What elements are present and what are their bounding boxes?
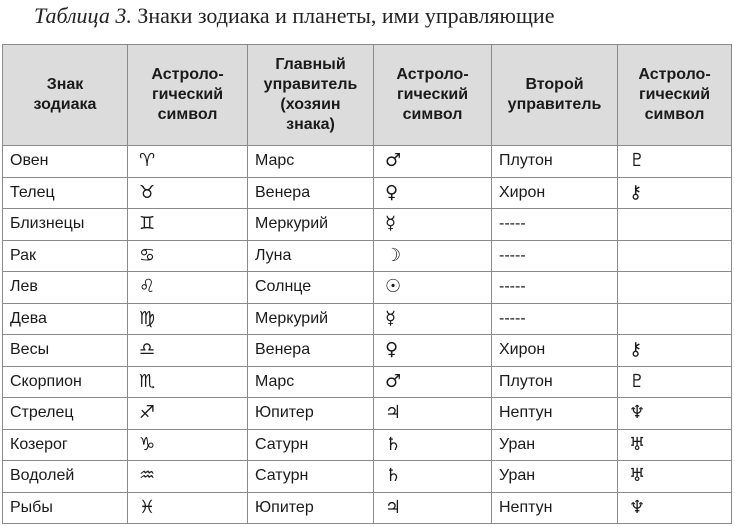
sign-name-cell: Водолей (3, 461, 128, 493)
second-ruler-symbol-cell (618, 272, 732, 304)
header-ruler-symbol-line: символ (402, 106, 463, 123)
header-second-ruler-line: Второй (525, 76, 584, 93)
second-ruler-cell: Плутон (492, 146, 618, 178)
ruler-symbol-cell: ♃ (374, 398, 492, 430)
ruler-cell: Солнце (248, 272, 374, 304)
ruler-cell: Марс (248, 146, 374, 178)
ruler-symbol-cell: ♂ (374, 366, 492, 398)
ruler-cell: Сатурн (248, 429, 374, 461)
header-second-ruler-symbol-line: символ (644, 106, 705, 123)
sign-symbol-cell: ♑︎ (128, 429, 248, 461)
table-row (3, 335, 732, 367)
header-sign-symbol-line: гический (151, 86, 224, 103)
ruler-symbol-cell: ♀ (374, 335, 492, 367)
table-caption-text: Знаки зодиака и планеты, ими управляющие (131, 3, 555, 28)
second-ruler-cell: Нептун (492, 492, 618, 524)
header-second-ruler (492, 45, 618, 146)
sign-symbol-cell: ♎︎ (128, 335, 248, 367)
ruler-symbol-cell: ☿ (374, 303, 492, 335)
table-row (3, 177, 732, 209)
header-second-ruler-symbol-line: гический (638, 86, 711, 103)
second-ruler-symbol-cell: ♅ (618, 461, 732, 493)
table-row (3, 461, 732, 493)
second-ruler-symbol-cell: ⚷ (618, 177, 732, 209)
ruler-symbol-cell: ♂ (374, 146, 492, 178)
second-ruler-symbol-cell: ♆ (618, 492, 732, 524)
table-body (3, 146, 732, 524)
header-sign-symbol-line: символ (157, 106, 218, 123)
second-ruler-cell: Нептун (492, 398, 618, 430)
header-sign-line: зодиака (33, 96, 97, 113)
table-row (3, 240, 732, 272)
ruler-symbol-cell: ♃ (374, 492, 492, 524)
sign-name-cell: Близнецы (3, 209, 128, 241)
ruler-cell: Венера (248, 335, 374, 367)
table-row (3, 272, 732, 304)
header-ruler (248, 45, 374, 146)
second-ruler-symbol-cell: ♇ (618, 366, 732, 398)
ruler-symbol-cell: ☉ (374, 272, 492, 304)
sign-symbol-cell: ♍︎ (128, 303, 248, 335)
sign-name-cell: Скорпион (3, 366, 128, 398)
second-ruler-cell: Уран (492, 461, 618, 493)
sign-name-cell: Телец (3, 177, 128, 209)
sign-name-cell: Стрелец (3, 398, 128, 430)
second-ruler-symbol-cell (618, 209, 732, 241)
sign-symbol-cell: ♈︎ (128, 146, 248, 178)
second-ruler-symbol-cell: ♆ (618, 398, 732, 430)
header-ruler-line: знака) (286, 116, 335, 133)
table-row (3, 146, 732, 178)
sign-name-cell: Лев (3, 272, 128, 304)
second-ruler-cell: ----- (492, 209, 618, 241)
table-row (3, 366, 732, 398)
header-second-ruler-symbol-line: Астроло- (638, 66, 711, 83)
sign-symbol-cell: ♌︎ (128, 272, 248, 304)
header-second-ruler-line: управитель (507, 96, 602, 113)
second-ruler-symbol-cell (618, 240, 732, 272)
header-ruler-line: Главный (275, 56, 346, 73)
second-ruler-symbol-cell: ⚷ (618, 335, 732, 367)
sign-symbol-cell: ♐︎ (128, 398, 248, 430)
header-ruler-line: (хозяин (280, 96, 341, 113)
header-ruler-symbol (374, 45, 492, 146)
second-ruler-cell: Хирон (492, 335, 618, 367)
sign-symbol-cell: ♊︎ (128, 209, 248, 241)
sign-name-cell: Весы (3, 335, 128, 367)
table-caption (34, 2, 724, 32)
ruler-cell: Меркурий (248, 209, 374, 241)
second-ruler-cell: ----- (492, 303, 618, 335)
header-ruler-symbol-line: гический (396, 86, 469, 103)
header-sign-symbol (128, 45, 248, 146)
table-row (3, 398, 732, 430)
second-ruler-cell: ----- (492, 272, 618, 304)
sign-symbol-cell: ♒︎ (128, 461, 248, 493)
table-row (3, 429, 732, 461)
sign-name-cell: Овен (3, 146, 128, 178)
header-ruler-line: управитель (263, 76, 358, 93)
table-row (3, 492, 732, 524)
ruler-cell: Венера (248, 177, 374, 209)
ruler-symbol-cell: ♄ (374, 461, 492, 493)
second-ruler-symbol-cell (618, 303, 732, 335)
ruler-cell: Меркурий (248, 303, 374, 335)
second-ruler-symbol-cell: ♇ (618, 146, 732, 178)
sign-name-cell: Рак (3, 240, 128, 272)
ruler-cell: Луна (248, 240, 374, 272)
table-header-row (3, 45, 732, 146)
ruler-symbol-cell: ♀ (374, 177, 492, 209)
ruler-cell: Юпитер (248, 398, 374, 430)
sign-name-cell: Дева (3, 303, 128, 335)
table-row (3, 303, 732, 335)
header-second-ruler-symbol (618, 45, 732, 146)
sign-symbol-cell: ♉︎ (128, 177, 248, 209)
second-ruler-cell: Хирон (492, 177, 618, 209)
ruler-cell: Марс (248, 366, 374, 398)
sign-symbol-cell: ♋︎ (128, 240, 248, 272)
ruler-cell: Юпитер (248, 492, 374, 524)
sign-symbol-cell: ♏︎ (128, 366, 248, 398)
second-ruler-symbol-cell: ♅ (618, 429, 732, 461)
second-ruler-cell: Плутон (492, 366, 618, 398)
ruler-symbol-cell: ♄ (374, 429, 492, 461)
ruler-symbol-cell: ☽ (374, 240, 492, 272)
sign-name-cell: Рыбы (3, 492, 128, 524)
ruler-cell: Сатурн (248, 461, 374, 493)
second-ruler-cell: Уран (492, 429, 618, 461)
ruler-symbol-cell: ☿ (374, 209, 492, 241)
zodiac-table (2, 44, 732, 524)
header-ruler-symbol-line: Астроло- (396, 66, 469, 83)
second-ruler-cell: ----- (492, 240, 618, 272)
header-sign-symbol-line: Астроло- (151, 66, 224, 83)
table-caption-label: Таблица 3. (34, 3, 132, 28)
table-row (3, 209, 732, 241)
header-sign (3, 45, 128, 146)
sign-symbol-cell: ♓︎ (128, 492, 248, 524)
sign-name-cell: Козерог (3, 429, 128, 461)
header-sign-line: Знак (46, 76, 84, 93)
